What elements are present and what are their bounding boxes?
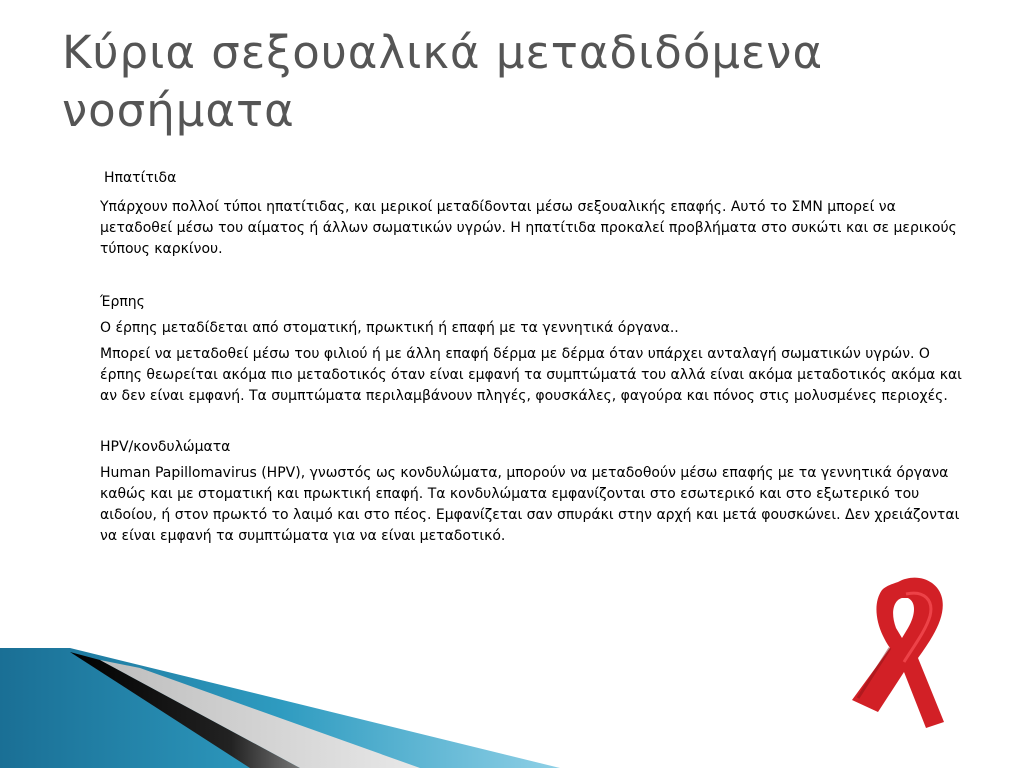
awareness-ribbon-icon [846,572,958,734]
heading-hepatitis: Ηπατίτιδα [104,170,177,186]
paragraph-hpv: Human Papillomavirus (HPV), γνωστός ως κονδυλώματα, μπορούν να μεταδοθούν μέσω επαφής με τα γεννητικά όργανα καθώς και με στοματική και πρωκτική επαφή. Τα κονδυλώματα εμφανίζονται στο εσωτερικό και στο εξωτερικό του αιδοίου, ή στον πρωκτό το λαιμό και στο πέος. Εμφανίζεται σαν σπυράκι στην αρχή και μετά φουσκώνει. Δεν χρειάζονται να είναι εμφανή τα συμπτώματα για να είναι μεταδοτικό. [100,465,960,544]
paragraph-herpes-2: Μπορεί να μεταδοθεί μέσω του φιλιού ή με άλλη επαφή δέρμα με δέρμα όταν υπάρχει ανταλαγή σωματικών υγρών. Ο έρπης θεωρείται ακόμα πιο μεταδοτικός όταν είναι εμφανή τα συμπτώματά του αλλά είναι ακόμα μεταδοτικός ακόμα και αν δεν είναι εμφανή. Τα συμπτώματα περιλαμβάνουν πληγές, φουσκάλες, φαγούρα και πόνος στις μολυσμένες περιοχές. [100,346,962,404]
slide-title: Κύρια σεξουαλικά μεταδιδόμενα νοσήματα [62,26,824,137]
heading-hpv: HPV/κονδυλώματα [100,439,231,455]
blue-band [0,648,560,768]
dark-band [70,652,300,768]
grey-band [100,660,420,768]
slide-content [100,168,968,547]
paragraph-hepatitis: Υπάρχουν πολλοί τύποι ηπατίτιδας, και μερικοί μεταδίδονται μέσω σεξουαλικής επαφής. Αυτό το ΣΜΝ μπορεί να μεταδοθεί μέσω του αίματος ή άλλων σωματικών υγρών. Η ηπατίτιδα προκαλεί προβλήματα στο συκώτι και σε μερικούς τύπους καρκίνου. [100,199,957,257]
heading-herpes: Έρπης [100,294,145,310]
paragraph-herpes-1: Ο έρπης μεταδίδεται από στοματική, πρωκτική ή επαφή με τα γεννητικά όργανα.. [100,320,679,336]
